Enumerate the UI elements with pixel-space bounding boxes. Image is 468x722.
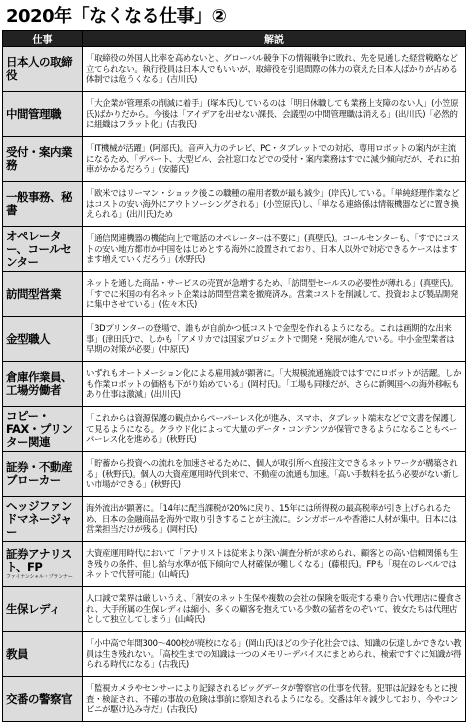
job-name: 交番の警察官	[3, 677, 83, 722]
page-title-bar	[0, 0, 468, 30]
job-description: ネットを通した商品・サービスの売買が急増するため、「訪問型セールスの必要性が薄れる」(真壁氏)。「すでに米国の有名ネット企業は訪問型営業を撤廃済み。営業コストを削減して、投資および製品開発に集中させている」(佐々木氏)	[83, 272, 466, 317]
job-name: 一般事務、秘書	[3, 182, 83, 227]
job-name: オペレーター、コールセンター	[3, 227, 83, 272]
table-row	[3, 182, 466, 227]
table-row	[3, 47, 466, 92]
table-row	[3, 317, 466, 362]
job-name: コピー・FAX・プリンター関連	[3, 407, 83, 452]
table-row	[3, 452, 466, 497]
column-header-desc: 解説	[83, 31, 466, 47]
job-description: 「監視カメラやセンサーにより記録されるビッグデータが警察官の仕事を代替。犯罪は記録をもとに捜査・検証され、不確の事故の危険は事前に察知されるようになる。交番は年々減少しており、今やコンビニが駆け込み寺だ」(古我氏)	[83, 677, 466, 722]
job-description: 「これからは資源保護の観点からペーパーレス化が進み、スマホ、タブレット端末などで文書を保護して見るようになる。クラウド化によって大量のデータ・コンテンツが保管できるようになることもペーパーレス化を進める」(秋野氏)	[83, 407, 466, 452]
job-description: 「欧米ではリーマン・ショック後この職種の雇用者数が最も減少」(岸氏)している。「単純経理作業などはコストの安い海外にアウトソーシングされる」(小笠原氏)し、「単なる連絡係は情報機器などに置き換えられる」(出川氏)ため	[83, 182, 466, 227]
table-row	[3, 677, 466, 722]
job-name: 金型職人	[3, 317, 83, 362]
job-name: 受付・案内業務	[3, 137, 83, 182]
table-header-row	[3, 31, 466, 47]
job-description: 「貯蓄から投資への流れを加速させるために、個人が取引所へ直接注文できるネットワークが構築される」(秋野氏)。個人の大資産運用時代到来で、不動産の流通も加速。「高い手数料を払う必要がない新しい市場ができる」(秋野氏)	[83, 452, 466, 497]
jobs-table	[2, 30, 466, 722]
table-row	[3, 92, 466, 137]
job-name: 生保レディ	[3, 587, 83, 632]
job-description: 大資産運用時代において「アナリストは従来より深い調査分析が求められ、顧客との高い信頼関係も生き残りの条件、但し給与水準が低下傾向で人材確保が難しくなる」(藤根氏)。FPも「現在のレベルではネットで代替可能」(山崎氏)	[83, 542, 466, 587]
job-name: 教員	[3, 632, 83, 677]
table-row	[3, 227, 466, 272]
job-name: 日本人の取締役	[3, 47, 83, 92]
job-description: 「IT機械が活躍」(阿部氏)。音声入力のテレビ、PC・タブレットでの対応、専用ロボットの案内が主流になるため、「デパート、大型ビル、会社窓口などでの受付・案内業務はすでに減少傾向だが、それに拍車がかかるだろう」(安藤氏)	[83, 137, 466, 182]
job-name-ruby: ファイナンシャル・プランナー	[6, 574, 73, 580]
job-name: 証券アナリスト、FP	[6, 547, 72, 574]
page-title: 2020年「なくなる仕事」②	[6, 6, 227, 27]
job-name: 訪問型営業	[3, 272, 83, 317]
job-description: いずれもオートメーション化による雇用減が顕著に。「大規模流通施設ではすでにロボットが活躍。しかも作業ロボットの価格も下がり始めている」(岡村氏)。「工場も同様だが、さらに新興国への海外移転もあり仕事は激減」(出川氏)	[83, 362, 466, 407]
job-description: 人口減で業界は厳しいうえ、「割安のネット生保や複数の会社の保険を販売する乗り合い代理店に優食され、大手所属の生保レディは縮小、多くの顧客を抱えている少数の猛者をのぞいて、彼女たちは代理店として独立してしまう」(山崎氏)	[83, 587, 466, 632]
job-name: ヘッジファンドマネージャー	[3, 497, 83, 542]
job-name-cell	[3, 542, 83, 587]
table-row	[3, 632, 466, 677]
job-description: 海外流出が顕著に。「14年に配当課税が20%に戻り、15年には所得税の最高税率が引き上げられるため、日本の金融商品を海外で取り引きすることが主流に。シンガポールや香港に人材が集中。日本には営業担当だけが残る」(岡村氏)	[83, 497, 466, 542]
job-description: 「3Dプリンターの登場で、誰もが自前かつ低コストで金型を作れるようになる。これは画期的な出来事」(津田氏)で、しかも「アメリカでは国家プロジェクトで開発・発展が進んでいる。中小金型業者は早期の対策が必要」(中原氏)	[83, 317, 466, 362]
job-name: 証券・不動産ブローカー	[3, 452, 83, 497]
column-header-job: 仕事	[3, 31, 83, 47]
job-name: 倉庫作業員、工場労働者	[3, 362, 83, 407]
table-row	[3, 407, 466, 452]
table-row	[3, 272, 466, 317]
job-description: 「取締役の外国人比率を高めないと、グローバル競争下の情報戦争に敗れ、先を見通した経営戦略など立てられない。執行役員は日本人でもいいが、取締役を引退間際の体力の衰えた日本人ばかりが占める体制では危うくなる」(吉川氏)	[83, 47, 466, 92]
table-row	[3, 542, 466, 587]
job-description: 「小中高で年間300～400校が廃校になる」(岡山氏)ほどの少子化社会では、知識の伝達しかできない教員は生き残れない。「高校生までの知識は一つのメモリーデバイスにまとめられ、検索ですぐに知識が得られる時代になる」(古我氏)	[83, 632, 466, 677]
job-description: 「大企業が管理系の削減に着手」(塚本氏)しているのは「明日休職しても業務上支障のない人」(小笠原氏)ばかりだから。今後は「アイデアを出せない課長、会議型の中間管理職は消える」(出川氏)「必然的に組織はフラット化」(古我氏)	[83, 92, 466, 137]
table-row	[3, 497, 466, 542]
job-name: 中間管理職	[3, 92, 83, 137]
job-description: 「通信関連機器の機能向上で電話のオペレーターは不要に」(真壁氏)。コールセンターも、「すでにコストの安い地方都市か中国をはじめとする海外に設置されており、日本人以外で対応できるケースはますます増えていくだろう」(水野氏)	[83, 227, 466, 272]
table-row	[3, 137, 466, 182]
table-row	[3, 587, 466, 632]
table-row	[3, 362, 466, 407]
